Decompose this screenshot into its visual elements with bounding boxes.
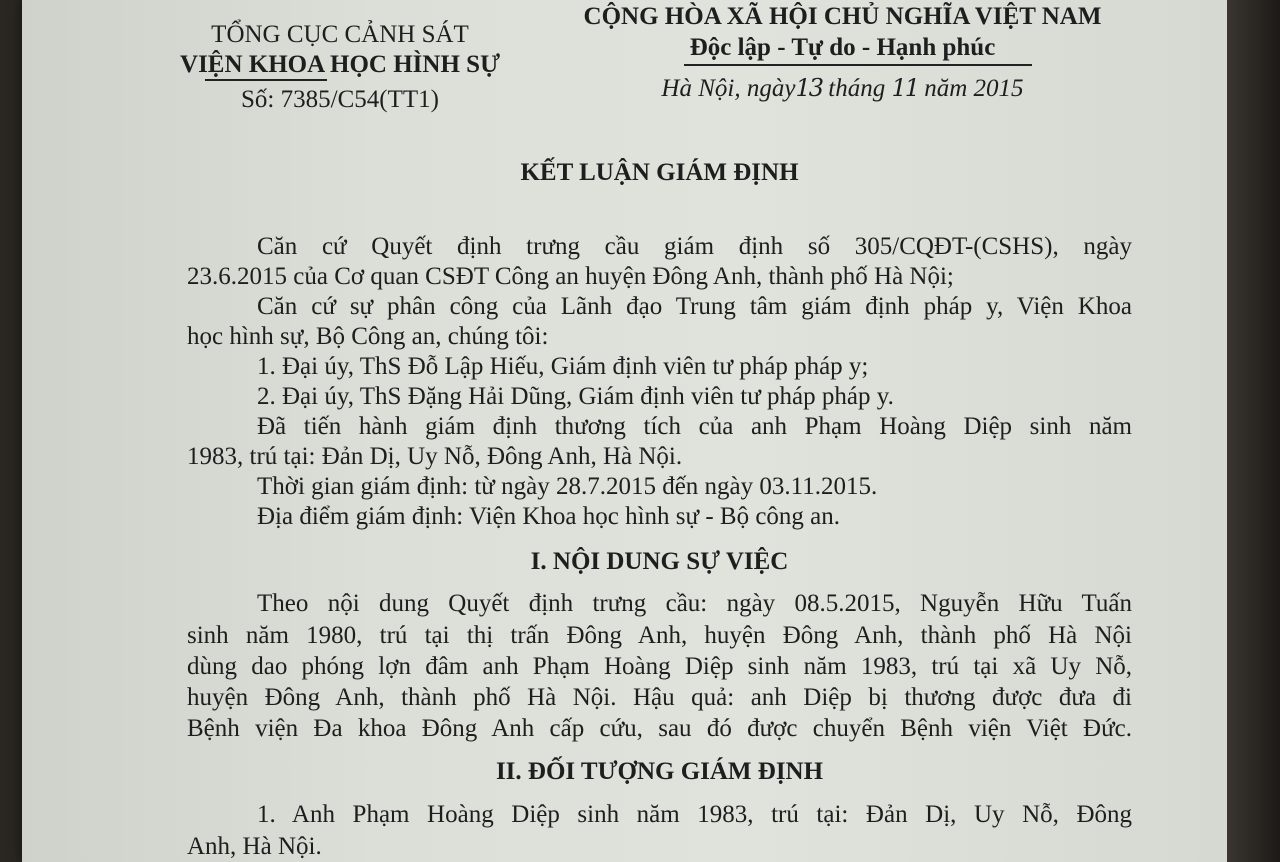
body-line: Địa điểm giám định: Viện Khoa học hình sự - Bộ công an.	[257, 503, 841, 530]
section-heading-subject: II. ĐỐI TƯỢNG GIÁM ĐỊNH	[495, 758, 824, 785]
date-month: 11	[891, 74, 918, 102]
body-line: Bệnh viện Đa khoa Đông Anh cấp cứu, sau đó được chuyển Bệnh viện Việt Đức.	[187, 715, 1132, 742]
country-name: CỘNG HÒA XÃ HỘI CHỦ NGHĨA VIỆT NAM	[583, 3, 1102, 30]
body-line: huyện Đông Anh, thành phố Hà Nội. Hậu quả: anh Diệp bị thương được đưa đi	[187, 684, 1132, 711]
body-line: Căn cứ sự phân công của Lãnh đạo Trung tâm giám định pháp y, Viện Khoa	[257, 293, 1132, 320]
body-line: Thời gian giám định: từ ngày 28.7.2015 đến ngày 03.11.2015.	[257, 473, 878, 500]
body-line: Đã tiến hành giám định thương tích của anh Phạm Hoàng Diệp sinh năm	[257, 413, 1132, 440]
body-line: 1983, trú tại: Đản Dị, Uy Nỗ, Đông Anh, Hà Nội.	[187, 443, 683, 470]
body-line: sinh năm 1980, trú tại thị trấn Đông Anh, huyện Đông Anh, thành phố Hà Nội	[187, 622, 1132, 649]
institute-name: VIỆN KHOA HỌC HÌNH SỰ	[180, 51, 500, 78]
date-day: 13	[795, 74, 822, 102]
document-title: KẾT LUẬN GIÁM ĐỊNH	[520, 159, 799, 186]
body-line: học hình sự, Bộ Công an, chúng tôi:	[187, 323, 549, 350]
date-prefix: Hà Nội, ngày	[661, 75, 796, 102]
date-month-label: tháng	[828, 75, 886, 102]
body-line: Căn cứ Quyết định trưng cầu giám định số 305/CQĐT-(CSHS), ngày	[257, 233, 1132, 260]
body-line: 1. Anh Phạm Hoàng Diệp sinh năm 1983, trú tại: Đản Dị, Uy Nỗ, Đông	[257, 801, 1132, 828]
document-number: Số: 7385/C54(TT1)	[241, 86, 439, 113]
body-line: 1. Đại úy, ThS Đỗ Lập Hiếu, Giám định viên tư pháp pháp y;	[257, 353, 869, 380]
institute-underline	[205, 79, 327, 81]
motto-underline	[684, 64, 1032, 66]
body-line: Anh, Hà Nội.	[187, 833, 322, 860]
date-year: năm 2015	[924, 75, 1024, 102]
body-line: dùng dao phóng lợn đâm anh Phạm Hoàng Diệp sinh năm 1983, trú tại xã Uy Nỗ,	[187, 653, 1132, 680]
section-heading-facts: I. NỘI DUNG SỰ VIỆC	[530, 548, 789, 575]
document-date	[570, 73, 1115, 103]
national-motto: Độc lập - Tự do - Hạnh phúc	[689, 34, 996, 61]
agency-name: TỔNG CỤC CẢNH SÁT	[211, 21, 469, 48]
body-line: 23.6.2015 của Cơ quan CSĐT Công an huyện Đông Anh, thành phố Hà Nội;	[187, 263, 954, 290]
background-edge	[1227, 0, 1280, 862]
body-line: Theo nội dung Quyết định trưng cầu: ngày 08.5.2015, Nguyễn Hữu Tuấn	[257, 590, 1132, 617]
body-line: 2. Đại úy, ThS Đặng Hải Dũng, Giám định viên tư pháp pháp y.	[257, 383, 894, 410]
